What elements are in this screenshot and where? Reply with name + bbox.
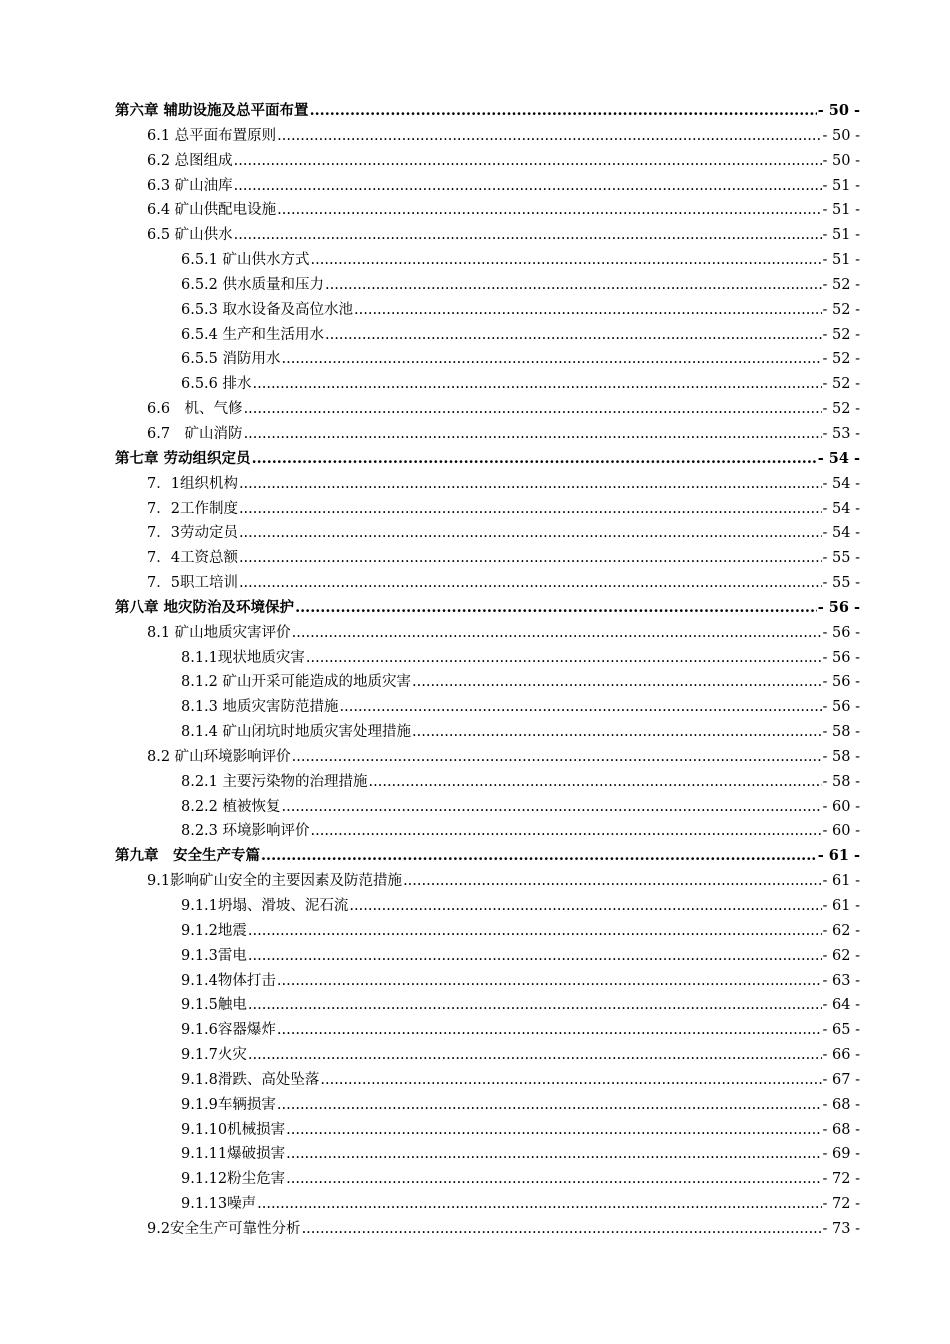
toc-dot-leader — [239, 472, 822, 497]
toc-page-number: - 52 - — [822, 351, 860, 368]
toc-page-number: - 60 - — [822, 823, 860, 840]
toc-dot-leader — [277, 1018, 822, 1043]
toc-subsection-entry[interactable] — [115, 919, 860, 944]
toc-subsection-entry[interactable] — [115, 347, 860, 372]
toc-page-number: - 55 - — [822, 575, 860, 592]
toc-dot-leader — [248, 944, 822, 969]
toc-subsection-entry[interactable] — [115, 944, 860, 969]
toc-dot-leader — [282, 347, 822, 372]
toc-section-entry[interactable] — [115, 1217, 860, 1242]
toc-page-number: - 69 - — [822, 1146, 860, 1163]
toc-subsection-entry[interactable] — [115, 993, 860, 1018]
toc-page-number: - 55 - — [822, 550, 860, 567]
toc-entry-title: 8.1.4 矿山闭坑时地质灾害处理措施 — [181, 724, 412, 741]
toc-section-entry[interactable] — [115, 397, 860, 422]
toc-dot-leader — [257, 1192, 821, 1217]
toc-dot-leader — [349, 894, 821, 919]
toc-page-number: - 56 - — [822, 624, 860, 641]
toc-subsection-entry[interactable] — [115, 1142, 860, 1167]
toc-subsection-entry[interactable] — [115, 795, 860, 820]
toc-page-number: - 51 - — [822, 252, 860, 269]
toc-section-entry[interactable] — [115, 571, 860, 596]
toc-entry-title: 9.2安全生产可靠性分析 — [147, 1220, 301, 1237]
toc-entry-title: 9.1.2地震 — [181, 922, 247, 939]
toc-dot-leader — [248, 993, 822, 1018]
toc-section-entry[interactable] — [115, 869, 860, 894]
toc-page-number: - 50 - — [822, 127, 860, 144]
toc-page-number: - 51 - — [822, 202, 860, 219]
toc-subsection-entry[interactable] — [115, 646, 860, 671]
toc-page-number: - 61 - — [822, 898, 860, 914]
toc-entry-title: 9.1.5触电 — [181, 997, 247, 1014]
toc-entry-title: 6.5.3 取水设备及高位水池 — [181, 301, 354, 318]
toc-dot-leader — [412, 670, 822, 695]
toc-subsection-entry[interactable] — [115, 1167, 860, 1192]
toc-entry-title: 9.1.7火灾 — [181, 1047, 247, 1064]
toc-page-number: - 52 - — [822, 401, 860, 418]
toc-subsection-entry[interactable] — [115, 298, 860, 323]
toc-section-entry[interactable] — [115, 546, 860, 571]
toc-entry-title: 6.3 矿山油库 — [147, 177, 233, 194]
toc-entry-title: 9.1.12粉尘危害 — [181, 1171, 286, 1188]
toc-dot-leader — [369, 770, 822, 795]
toc-dot-leader — [261, 844, 817, 869]
toc-entry-title: 第八章 地灾防治及环境保护 — [115, 598, 295, 616]
toc-entry-title: 9.1.1坍塌、滑坡、泥石流 — [181, 898, 349, 914]
toc-dot-leader — [412, 720, 822, 745]
toc-entry-title: 第六章 辅助设施及总平面布置 — [115, 102, 309, 119]
toc-page-number: - 72 - — [822, 1196, 860, 1213]
toc-page-number: - 52 - — [822, 376, 860, 393]
toc-dot-leader — [244, 397, 822, 422]
toc-page-number: - 52 - — [822, 276, 860, 293]
toc-page-number: - 52 - — [822, 301, 860, 318]
toc-page-number: - 65 - — [822, 1022, 860, 1039]
toc-page-number: - 50 - — [817, 102, 860, 119]
toc-dot-leader — [239, 546, 822, 571]
toc-subsection-entry[interactable] — [115, 1068, 860, 1093]
toc-dot-leader — [282, 795, 822, 820]
toc-entry-title: 7．1组织机构 — [147, 475, 238, 492]
toc-chapter-entry[interactable] — [115, 447, 860, 472]
toc-dot-leader — [306, 646, 822, 671]
toc-dot-leader — [325, 273, 822, 298]
toc-page-number: - 58 - — [822, 724, 860, 741]
toc-section-entry[interactable] — [115, 621, 860, 646]
toc-entry-title: 8.1.2 矿山开采可能造成的地质灾害 — [181, 674, 412, 691]
toc-section-entry[interactable] — [115, 497, 860, 522]
toc-dot-leader — [244, 422, 822, 447]
toc-dot-leader — [253, 372, 822, 397]
toc-section-entry[interactable] — [115, 149, 860, 174]
toc-entry-title: 6.5.1 矿山供水方式 — [181, 252, 310, 269]
toc-subsection-entry[interactable] — [115, 372, 860, 397]
toc-subsection-entry[interactable] — [115, 894, 860, 919]
toc-subsection-entry[interactable] — [115, 720, 860, 745]
toc-dot-leader — [234, 174, 822, 199]
toc-entry-title: 6.5.2 供水质量和压力 — [181, 276, 325, 293]
toc-entry-title: 6.1 总平面布置原则 — [147, 127, 277, 144]
toc-dot-leader — [310, 99, 817, 124]
toc-subsection-entry[interactable] — [115, 273, 860, 298]
toc-dot-leader — [325, 323, 822, 348]
toc-chapter-entry[interactable] — [115, 596, 860, 621]
toc-dot-leader — [234, 223, 822, 248]
toc-entry-title: 7．3劳动定员 — [147, 525, 238, 542]
toc-entry-title: 6.5.4 生产和生活用水 — [181, 326, 325, 343]
toc-dot-leader — [248, 919, 822, 944]
toc-section-entry[interactable] — [115, 124, 860, 149]
toc-page-number: - 68 - — [822, 1096, 860, 1113]
toc-subsection-entry[interactable] — [115, 1018, 860, 1043]
toc-page-number: - 63 - — [822, 972, 860, 989]
toc-section-entry[interactable] — [115, 422, 860, 447]
toc-dot-leader — [286, 1167, 821, 1192]
toc-entry-title: 6.5.6 排水 — [181, 376, 252, 393]
toc-page-number: - 56 - — [822, 649, 860, 666]
toc-entry-title: 第九章 安全生产专篇 — [115, 847, 260, 865]
toc-dot-leader — [277, 969, 822, 994]
toc-page-number: - 54 - — [822, 500, 860, 517]
toc-chapter-entry[interactable] — [115, 844, 860, 869]
toc-dot-leader — [320, 1068, 821, 1093]
toc-entry-title: 6.5 矿山供水 — [147, 227, 233, 244]
toc-dot-leader — [286, 1118, 821, 1143]
toc-page-number: - 66 - — [822, 1047, 860, 1064]
table-of-contents — [115, 99, 860, 1242]
toc-page-number: - 58 - — [822, 748, 860, 765]
toc-subsection-entry[interactable] — [115, 323, 860, 348]
toc-page-number: - 53 - — [822, 425, 860, 442]
toc-subsection-entry[interactable] — [115, 1093, 860, 1118]
toc-page-number: - 67 - — [822, 1071, 860, 1088]
toc-entry-title: 9.1.10机械损害 — [181, 1121, 286, 1138]
toc-dot-leader — [292, 745, 822, 770]
toc-page-number: - 64 - — [822, 997, 860, 1014]
toc-dot-leader — [248, 1043, 822, 1068]
toc-subsection-entry[interactable] — [115, 248, 860, 273]
toc-page-number: - 60 - — [822, 798, 860, 815]
toc-subsection-entry[interactable] — [115, 770, 860, 795]
toc-subsection-entry[interactable] — [115, 1043, 860, 1068]
toc-entry-title: 9.1.9车辆损害 — [181, 1096, 276, 1113]
toc-page-number: - 56 - — [817, 598, 860, 616]
toc-entry-title: 8.2.3 环境影响评价 — [181, 823, 310, 840]
toc-entry-title: 6.7 矿山消防 — [147, 425, 243, 442]
toc-section-entry[interactable] — [115, 198, 860, 223]
toc-section-entry[interactable] — [115, 223, 860, 248]
toc-subsection-entry[interactable] — [115, 670, 860, 695]
toc-section-entry[interactable] — [115, 472, 860, 497]
toc-page-number: - 56 - — [822, 674, 860, 691]
toc-entry-title: 7．5职工培训 — [147, 575, 238, 592]
toc-page-number: - 62 - — [822, 947, 860, 964]
toc-entry-title: 9.1.4物体打击 — [181, 972, 276, 989]
toc-entry-title: 8.1 矿山地质灾害评价 — [147, 624, 291, 641]
toc-section-entry[interactable] — [115, 174, 860, 199]
toc-subsection-entry[interactable] — [115, 1118, 860, 1143]
toc-page-number: - 68 - — [822, 1121, 860, 1138]
toc-page-number: - 54 - — [822, 525, 860, 542]
toc-entry-title: 7．2工作制度 — [147, 500, 238, 517]
toc-dot-leader — [311, 819, 822, 844]
toc-entry-title: 9.1.11爆破损害 — [181, 1146, 286, 1163]
toc-page-number: - 51 - — [822, 177, 860, 194]
toc-entry-title: 6.6 机、气修 — [147, 401, 243, 418]
toc-page-number: - 54 - — [817, 449, 860, 467]
toc-page-number: - 56 - — [822, 699, 860, 716]
toc-page-number: - 51 - — [822, 227, 860, 244]
toc-dot-leader — [311, 248, 822, 273]
toc-page-number: - 73 - — [822, 1220, 860, 1237]
toc-entry-title: 6.5.5 消防用水 — [181, 351, 281, 368]
toc-section-entry[interactable] — [115, 521, 860, 546]
toc-dot-leader — [302, 1217, 822, 1242]
toc-entry-title: 8.2 矿山环境影响评价 — [147, 748, 291, 765]
toc-entry-title: 8.2.2 植被恢复 — [181, 798, 281, 815]
toc-page-number: - 58 - — [822, 773, 860, 790]
toc-subsection-entry[interactable] — [115, 695, 860, 720]
toc-subsection-entry[interactable] — [115, 1192, 860, 1217]
toc-dot-leader — [234, 149, 822, 174]
toc-dot-leader — [239, 571, 822, 596]
toc-entry-title: 9.1.3雷电 — [181, 947, 247, 964]
toc-dot-leader — [252, 447, 817, 472]
toc-dot-leader — [295, 596, 817, 621]
toc-entry-title: 6.2 总图组成 — [147, 152, 233, 169]
toc-entry-title: 6.4 矿山供配电设施 — [147, 202, 277, 219]
toc-page-number: - 50 - — [822, 152, 860, 169]
toc-dot-leader — [292, 621, 822, 646]
toc-dot-leader — [277, 198, 821, 223]
toc-dot-leader — [277, 124, 821, 149]
toc-entry-title: 8.1.3 地质灾害防范措施 — [181, 699, 339, 716]
toc-subsection-entry[interactable] — [115, 969, 860, 994]
toc-page-number: - 61 - — [817, 847, 860, 865]
toc-dot-leader — [239, 521, 822, 546]
toc-entry-title: 7．4工资总额 — [147, 550, 238, 567]
toc-dot-leader — [403, 869, 821, 894]
toc-entry-title: 9.1.6容器爆炸 — [181, 1022, 276, 1039]
toc-page-number: - 52 - — [822, 326, 860, 343]
toc-entry-title: 8.1.1现状地质灾害 — [181, 649, 305, 666]
toc-chapter-entry[interactable] — [115, 99, 860, 124]
toc-page-number: - 72 - — [822, 1171, 860, 1188]
toc-page-number: - 61 - — [822, 873, 860, 890]
toc-page-number: - 54 - — [822, 475, 860, 492]
toc-dot-leader — [340, 695, 822, 720]
toc-section-entry[interactable] — [115, 745, 860, 770]
toc-entry-title: 9.1影响矿山安全的主要因素及防范措施 — [147, 873, 403, 890]
toc-dot-leader — [239, 497, 822, 522]
toc-page-number: - 62 - — [822, 922, 860, 939]
toc-subsection-entry[interactable] — [115, 819, 860, 844]
toc-dot-leader — [277, 1093, 822, 1118]
toc-entry-title: 9.1.13噪声 — [181, 1196, 257, 1213]
toc-entry-title: 8.2.1 主要污染物的治理措施 — [181, 773, 368, 790]
toc-entry-title: 9.1.8滑跌、高处坠落 — [181, 1071, 320, 1088]
toc-dot-leader — [286, 1142, 821, 1167]
toc-entry-title: 第七章 劳动组织定员 — [115, 449, 251, 467]
toc-dot-leader — [354, 298, 822, 323]
